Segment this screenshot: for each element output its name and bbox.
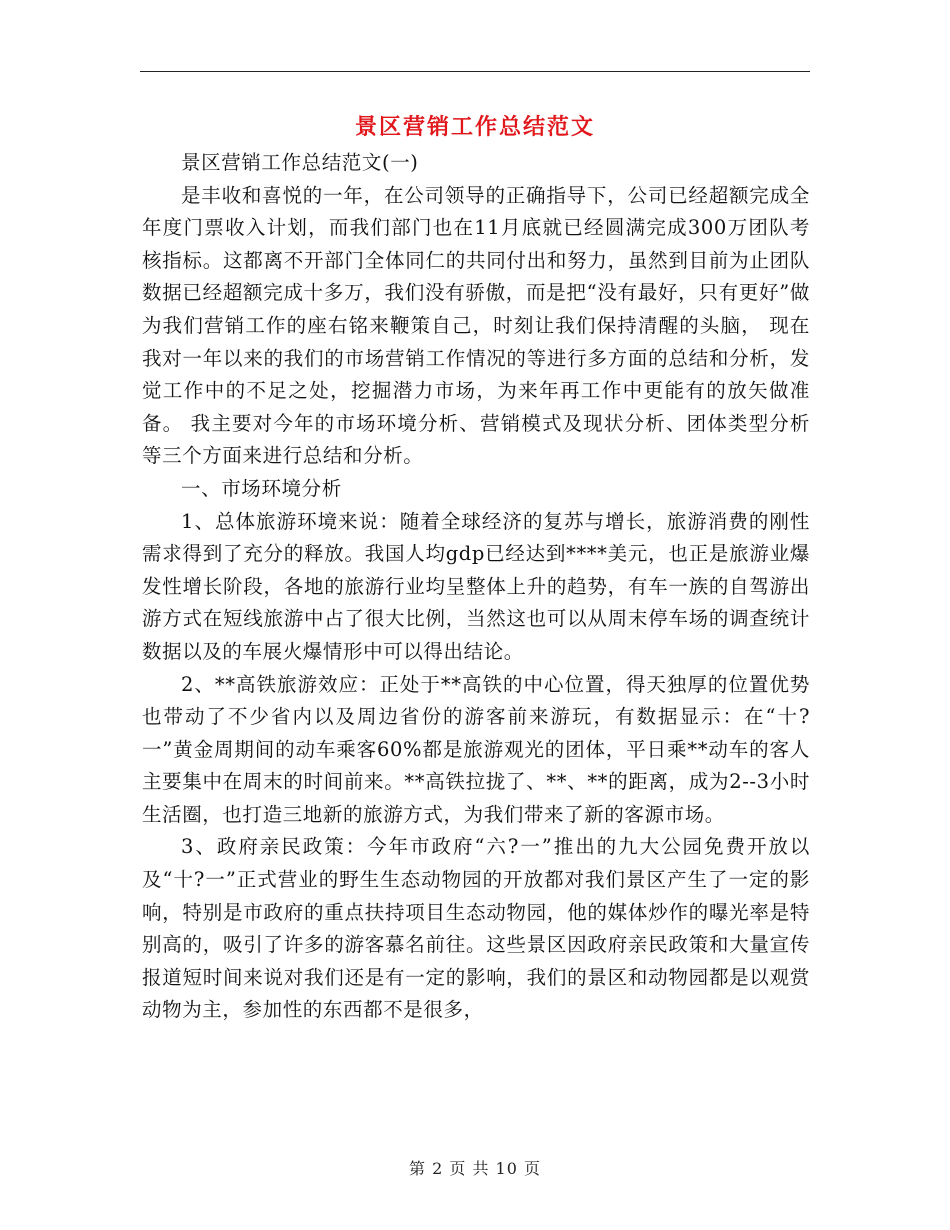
paragraph: 是丰收和喜悦的一年，在公司领导的正确指导下，公司已经超额完成全年度门票收入计划，而我们部门也在11月底就已经圆满完成300万团队考核指标。这都离不开部门全体同仁的共同付出和努力，虽然到目前为止团队数据已经超额完成十多万，我们没有骄傲，而是把“没有最好，只有更好”做为我们营销工作的座右铭来鞭策自己，时刻让我们保持清醒的头脑， 现在我对一年以来的我们的市场营销工作情况的等进行多方面的总结和分析，发觉工作中的不足之处，挖掘潜力市场，为来年再工作中更能有的放矢做准备。 我主要对今年的市场环境分析、营销模式及现状分析、团体类型分析等三个方面来进行总结和分析。 xyxy=(142,183,810,468)
section-heading: 景区营销工作总结范文(一) xyxy=(181,151,419,174)
header-rule xyxy=(140,71,810,72)
document-title: 景区营销工作总结范文 xyxy=(354,115,595,140)
paragraph: 2、**高铁旅游效应：正处于**高铁的中心位置，得天独厚的位置优势也带动了不少省内以及周边省份的游客前来游玩，有数据显示：在“十?一”黄金周期间的动车乘客60%都是旅游观光的团体，平日乘**动车的客人主要集中在周末的时间前来。**高铁拉拢了、**、**的距离，成为2--3小时生活圈，也打造三地新的旅游方式，为我们带来了新的客源市场。 xyxy=(142,672,810,826)
page-number: 第 2 页 共 10 页 xyxy=(409,1159,541,1178)
section-heading: 一、市场环境分析 xyxy=(181,476,342,500)
paragraph: 1、总体旅游环境来说：随着全球经济的复苏与增长，旅游消费的刚性需求得到了充分的释放。我国人均gdp已经达到****美元，也正是旅游业爆发性增长阶段，各地的旅游行业均呈整体上升的趋势，有车一族的自驾游出游方式在短线旅游中占了很大比例，当然这也可以从周末停车场的调查统计数据以及的车展火爆情形中可以得出结论。 xyxy=(142,509,810,663)
document-body xyxy=(142,147,810,1027)
paragraph: 3、政府亲民政策：今年市政府“六?一”推出的九大公园免费开放以及“十?一”正式营业的野生生态动物园的开放都对我们景区产生了一定的影响，特别是市政府的重点扶持项目生态动物园，他的媒体炒作的曝光率是特别高的，吸引了许多的游客慕名前往。这些景区因政府亲民政策和大量宣传报道短时间来说对我们还是有一定的影响，我们的景区和动物园都是以观赏动物为主，参加性的东西都不是很多， xyxy=(142,835,810,1022)
